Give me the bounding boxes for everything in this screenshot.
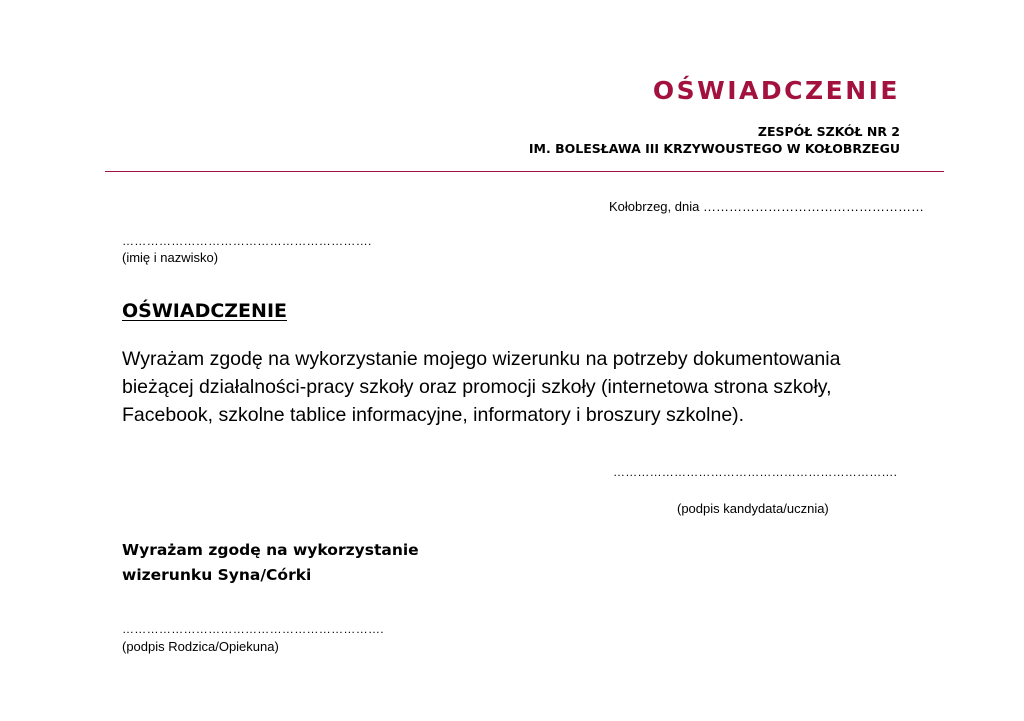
header-divider [105, 171, 944, 172]
statement-line: bieżącej działalności-pracy szkoły oraz promocji szkoły (internetowa strona szkoły, [122, 376, 832, 398]
school-patron-location: IM. BOLESŁAWA III KRZYWOUSTEGO W KOŁOBRZEGU [528, 141, 900, 156]
statement-heading: OŚWIADCZENIE [122, 300, 287, 322]
statement-text [122, 345, 882, 429]
parent-consent-line: wizerunku Syna/Córki [122, 566, 312, 584]
document-title: OŚWIADCZENIE [652, 76, 900, 105]
parent-signature-line: ………………………………………………………. [122, 622, 384, 636]
school-name: ZESPÓŁ SZKÓŁ NR 2 [757, 124, 900, 139]
parent-consent-heading [122, 538, 419, 588]
statement-line: Facebook, szkolne tablice informacyjne, informatory i broszury szkolne). [122, 404, 745, 426]
place-date-field: Kołobrzeg, dnia …………………………………………… [609, 199, 924, 214]
name-caption: (imię i nazwisko) [122, 250, 219, 265]
candidate-signature-line: ……………………………………………………………. [613, 465, 898, 479]
name-signature-line: ……………………………………………………. [122, 234, 372, 248]
parent-signature-caption: (podpis Rodzica/Opiekuna) [122, 639, 279, 654]
statement-line: Wyrażam zgodę na wykorzystanie mojego wizerunku na potrzeby dokumentowania [122, 348, 841, 370]
candidate-signature-caption: (podpis kandydata/ucznia) [677, 501, 829, 516]
parent-consent-line: Wyrażam zgodę na wykorzystanie [122, 541, 419, 559]
